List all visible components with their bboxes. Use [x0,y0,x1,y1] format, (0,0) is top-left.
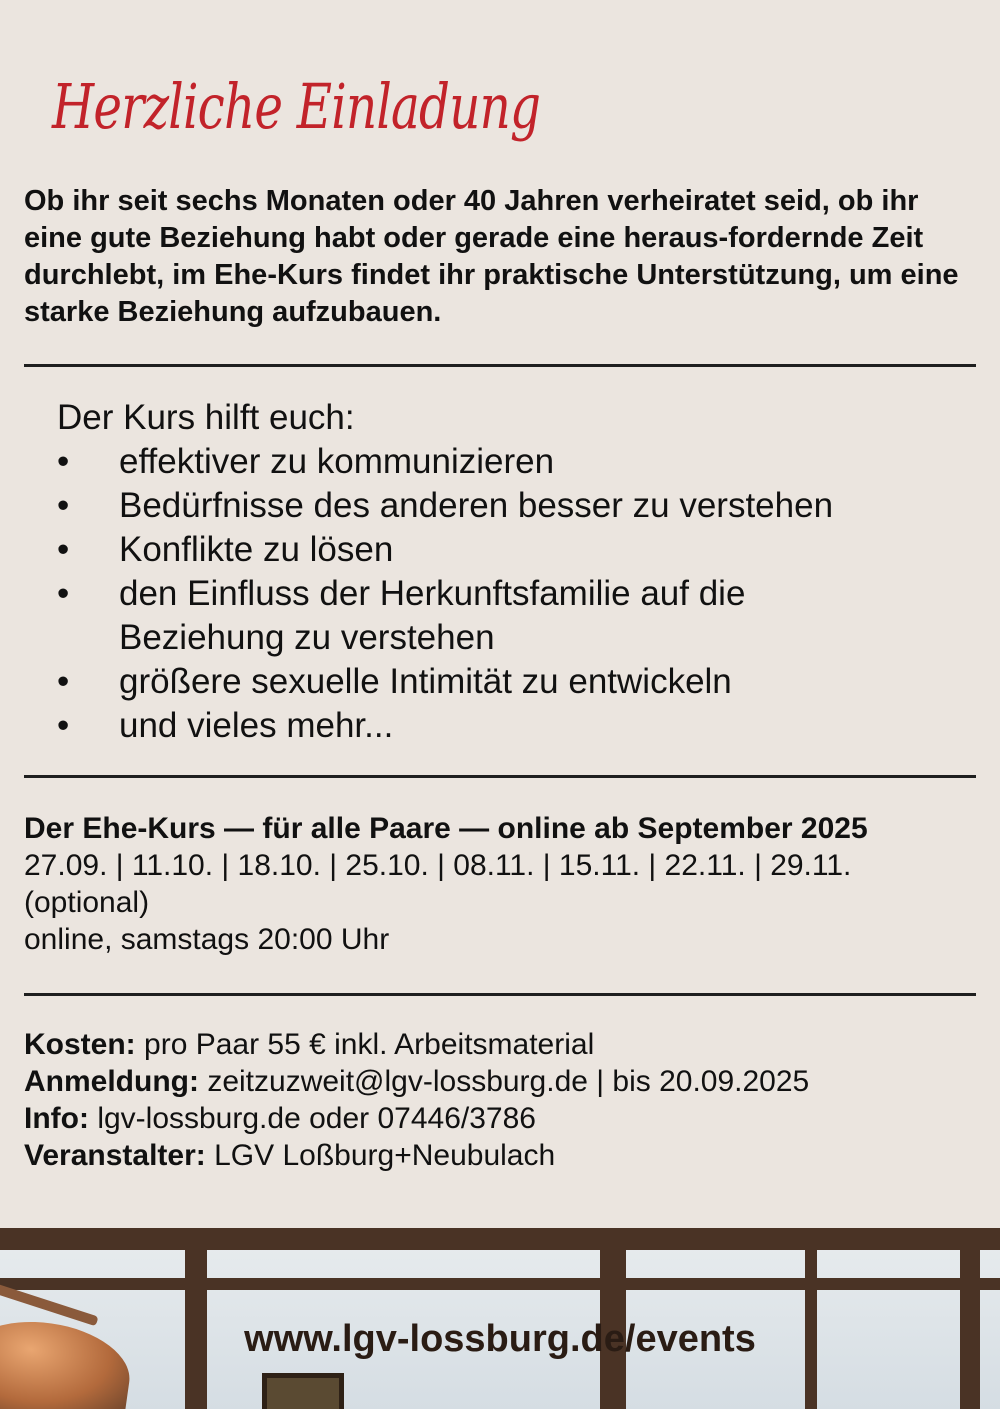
registration-line: Anmeldung: zeitzuzweit@lgv-lossburg.de | bis 20.09.2025 [24,1065,810,1098]
intro-text: Ob ihr seit sechs Monaten oder 40 Jahren verheiratet seid, ob ihr eine gute Beziehung habt oder gerade eine heraus-fordernde Zeit durchlebt, im Ehe-Kurs findet ihr praktische Unterstützung, um eine starke Beziehung aufzubauen. [24,185,959,328]
list-item: • den Einfluss der Herkunftsfamilie auf die Beziehung zu verstehen [57,574,746,657]
course-time: online, samstags 20:00 Uhr [24,923,390,956]
list-item: • Konflikte zu lösen [57,528,957,572]
bullet: • [57,662,70,701]
benefits-lead: Der Kurs hilft euch: [57,398,355,437]
list-item: • Bedürfnisse des anderen besser zu verstehen [57,484,957,528]
divider [24,364,976,367]
info-line: Info: lgv-lossburg.de oder 07446/3786 [24,1102,536,1135]
list-item: • größere sexuelle Intimität zu entwickeln [57,660,957,704]
bullet: • [57,706,70,745]
course-section [24,810,984,958]
divider [24,993,976,996]
list-item: • effektiver zu kommunizieren [57,440,957,484]
website-url: www.lgv-lossburg.de/events [244,1318,756,1360]
divider [24,775,976,778]
invitation-title: Herzliche Einladung [52,70,541,143]
benefits-list [57,440,957,748]
bullet: • [57,530,70,569]
bullet: • [57,442,70,481]
picture-frame-shape [262,1373,344,1409]
list-item: • und vieles mehr... [57,704,957,748]
costs-line: Kosten: pro Paar 55 € inkl. Arbeitsmaterial [24,1028,595,1061]
benefits-section [57,396,957,748]
contact-section [24,1026,984,1174]
course-dates: 27.09. | 11.10. | 18.10. | 25.10. | 08.11. | 15.11. | 22.11. | 29.11. (optional) [24,849,852,919]
organizer-line: Veranstalter: LGV Loßburg+Neubulach [24,1139,556,1172]
bullet: • [57,486,70,525]
bullet: • [57,574,70,613]
course-heading: Der Ehe-Kurs — für alle Paare — online ab September 2025 [24,812,868,845]
